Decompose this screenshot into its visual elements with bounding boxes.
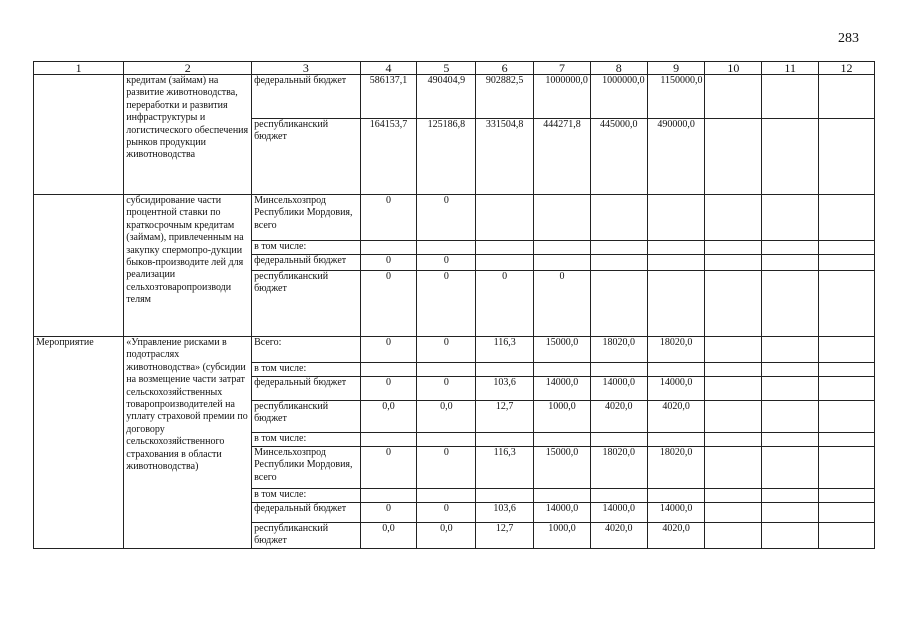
empty-cell-10 — [705, 241, 762, 255]
value-cell-5: 0,0 — [417, 523, 476, 549]
measure-description-cell: субсидирование части процентной ставки по краткосрочным кредитам (займам), привлеченным на закупку спермопро-дукции быков-производите лей для реализации сельхозтоваропроизводи телям — [124, 195, 252, 337]
value-cell-4 — [360, 363, 417, 377]
value-cell-8: 1000000,0 — [590, 75, 647, 119]
value-cell-5: 0 — [417, 271, 476, 337]
funding-source-cell: федеральный бюджет — [252, 503, 361, 523]
measure-description-cell: «Управление рисками в подотраслях животноводства» (субсидии на возмещение части затрат сельскохозяйственных товаропроизводителей на уплату страховой премии по договору сельскохозяйственного страхования в области животноводства) — [124, 337, 252, 549]
value-cell-8: 14000,0 — [590, 503, 647, 523]
header-col-1: 1 — [34, 62, 124, 75]
empty-cell-11 — [762, 241, 819, 255]
funding-source-cell: Всего: — [252, 337, 361, 363]
empty-cell-11 — [762, 363, 819, 377]
value-cell-4 — [360, 433, 417, 447]
empty-cell-10 — [705, 447, 762, 489]
value-cell-7: 1000,0 — [534, 401, 591, 433]
empty-cell-10 — [705, 255, 762, 271]
value-cell-7 — [534, 363, 591, 377]
value-cell-9: 18020,0 — [647, 337, 705, 363]
empty-cell-12 — [819, 363, 875, 377]
value-cell-4: 586137,1 — [360, 75, 417, 119]
empty-cell-12 — [819, 241, 875, 255]
funding-source-cell: Минсельхозпрод Республики Мордовия, всего — [252, 195, 361, 241]
value-cell-4: 0 — [360, 271, 417, 337]
empty-cell-11 — [762, 447, 819, 489]
value-cell-5 — [417, 489, 476, 503]
value-cell-7: 444271,8 — [534, 119, 591, 195]
value-cell-5: 490404,9 — [417, 75, 476, 119]
funding-source-cell: республиканский бюджет — [252, 271, 361, 337]
value-cell-9 — [647, 271, 705, 337]
value-cell-9 — [647, 241, 705, 255]
value-cell-6: 116,3 — [476, 447, 534, 489]
value-cell-8: 4020,0 — [590, 523, 647, 549]
value-cell-4: 164153,7 — [360, 119, 417, 195]
empty-cell-10 — [705, 119, 762, 195]
value-cell-7: 14000,0 — [534, 503, 591, 523]
value-cell-6: 902882,5 — [476, 75, 534, 119]
value-cell-7 — [534, 433, 591, 447]
funding-source-cell: Минсельхозпрод Республики Мордовия, всего — [252, 447, 361, 489]
empty-cell-10 — [705, 523, 762, 549]
table-row — [34, 337, 875, 363]
empty-cell-12 — [819, 377, 875, 401]
funding-source-cell: республиканский бюджет — [252, 401, 361, 433]
page-number: 283 — [838, 31, 859, 46]
value-cell-8 — [590, 271, 647, 337]
value-cell-4: 0 — [360, 337, 417, 363]
empty-cell-12 — [819, 503, 875, 523]
value-cell-4: 0 — [360, 447, 417, 489]
funding-source-cell: республиканский бюджет — [252, 523, 361, 549]
value-cell-9 — [647, 363, 705, 377]
value-cell-6 — [476, 195, 534, 241]
value-cell-6 — [476, 433, 534, 447]
empty-cell-10 — [705, 377, 762, 401]
empty-cell-11 — [762, 75, 819, 119]
empty-cell-11 — [762, 401, 819, 433]
value-cell-9 — [647, 255, 705, 271]
value-cell-6 — [476, 255, 534, 271]
header-row — [34, 62, 875, 75]
value-cell-4: 0 — [360, 255, 417, 271]
value-cell-5: 0,0 — [417, 401, 476, 433]
value-cell-5: 0 — [417, 195, 476, 241]
empty-cell-11 — [762, 503, 819, 523]
value-cell-7: 1000000,0 — [534, 75, 591, 119]
value-cell-4: 0 — [360, 195, 417, 241]
value-cell-8 — [590, 241, 647, 255]
value-cell-5: 125186,8 — [417, 119, 476, 195]
funding-source-cell: федеральный бюджет — [252, 377, 361, 401]
empty-cell-11 — [762, 337, 819, 363]
value-cell-7 — [534, 489, 591, 503]
funding-source-cell: республиканский бюджет — [252, 119, 361, 195]
header-col-6: 6 — [476, 62, 534, 75]
value-cell-9: 14000,0 — [647, 377, 705, 401]
value-cell-9 — [647, 489, 705, 503]
value-cell-9: 1150000,0 — [647, 75, 705, 119]
funding-source-cell: в том числе: — [252, 433, 361, 447]
value-cell-5 — [417, 433, 476, 447]
header-col-9: 9 — [647, 62, 705, 75]
value-cell-5 — [417, 363, 476, 377]
value-cell-9: 4020,0 — [647, 401, 705, 433]
value-cell-5: 0 — [417, 377, 476, 401]
empty-cell-10 — [705, 503, 762, 523]
value-cell-8 — [590, 489, 647, 503]
empty-cell-12 — [819, 337, 875, 363]
empty-cell-12 — [819, 119, 875, 195]
empty-cell-12 — [819, 255, 875, 271]
value-cell-9: 14000,0 — [647, 503, 705, 523]
empty-cell-10 — [705, 401, 762, 433]
value-cell-8 — [590, 255, 647, 271]
value-cell-7 — [534, 195, 591, 241]
value-cell-7 — [534, 255, 591, 271]
empty-cell-10 — [705, 195, 762, 241]
value-cell-9 — [647, 195, 705, 241]
value-cell-8: 14000,0 — [590, 377, 647, 401]
value-cell-5: 0 — [417, 337, 476, 363]
value-cell-8: 4020,0 — [590, 401, 647, 433]
funding-source-cell: федеральный бюджет — [252, 255, 361, 271]
measure-type-cell — [34, 75, 124, 195]
value-cell-8 — [590, 433, 647, 447]
value-cell-8: 445000,0 — [590, 119, 647, 195]
value-cell-4 — [360, 489, 417, 503]
value-cell-9: 18020,0 — [647, 447, 705, 489]
empty-cell-12 — [819, 195, 875, 241]
value-cell-5 — [417, 241, 476, 255]
empty-cell-11 — [762, 377, 819, 401]
empty-cell-12 — [819, 75, 875, 119]
value-cell-6 — [476, 241, 534, 255]
value-cell-4: 0 — [360, 503, 417, 523]
header-col-12: 12 — [819, 62, 875, 75]
value-cell-8: 18020,0 — [590, 337, 647, 363]
measure-type-cell: Мероприятие — [34, 337, 124, 549]
program-table — [33, 61, 875, 549]
value-cell-5: 0 — [417, 447, 476, 489]
header-col-5: 5 — [417, 62, 476, 75]
value-cell-6: 12,7 — [476, 401, 534, 433]
value-cell-6: 103,6 — [476, 377, 534, 401]
value-cell-4: 0,0 — [360, 523, 417, 549]
header-col-7: 7 — [534, 62, 591, 75]
value-cell-7: 1000,0 — [534, 523, 591, 549]
funding-source-cell: в том числе: — [252, 363, 361, 377]
value-cell-4: 0,0 — [360, 401, 417, 433]
empty-cell-12 — [819, 523, 875, 549]
value-cell-5: 0 — [417, 503, 476, 523]
header-col-3: 3 — [252, 62, 361, 75]
value-cell-7: 14000,0 — [534, 377, 591, 401]
table-body — [34, 62, 875, 549]
empty-cell-10 — [705, 271, 762, 337]
empty-cell-10 — [705, 433, 762, 447]
empty-cell-12 — [819, 433, 875, 447]
value-cell-4: 0 — [360, 377, 417, 401]
header-col-4: 4 — [360, 62, 417, 75]
header-col-8: 8 — [590, 62, 647, 75]
empty-cell-11 — [762, 255, 819, 271]
value-cell-6 — [476, 489, 534, 503]
empty-cell-11 — [762, 195, 819, 241]
empty-cell-11 — [762, 433, 819, 447]
header-col-10: 10 — [705, 62, 762, 75]
empty-cell-10 — [705, 489, 762, 503]
header-col-11: 11 — [762, 62, 819, 75]
table-row — [34, 195, 875, 241]
empty-cell-12 — [819, 489, 875, 503]
value-cell-4 — [360, 241, 417, 255]
value-cell-8: 18020,0 — [590, 447, 647, 489]
measure-type-cell — [34, 195, 124, 337]
empty-cell-10 — [705, 337, 762, 363]
empty-cell-11 — [762, 271, 819, 337]
value-cell-6: 116,3 — [476, 337, 534, 363]
measure-description-cell: кредитам (займам) на развитие животноводства, переработки и развития инфраструктуры и логистического обеспечения рынков продукции животноводства — [124, 75, 252, 195]
empty-cell-11 — [762, 523, 819, 549]
value-cell-7: 0 — [534, 271, 591, 337]
funding-source-cell: федеральный бюджет — [252, 75, 361, 119]
value-cell-7 — [534, 241, 591, 255]
value-cell-9: 490000,0 — [647, 119, 705, 195]
empty-cell-12 — [819, 401, 875, 433]
empty-cell-12 — [819, 271, 875, 337]
value-cell-6: 103,6 — [476, 503, 534, 523]
value-cell-8 — [590, 363, 647, 377]
header-col-2: 2 — [124, 62, 252, 75]
empty-cell-10 — [705, 363, 762, 377]
table-row — [34, 75, 875, 119]
value-cell-8 — [590, 195, 647, 241]
empty-cell-11 — [762, 119, 819, 195]
empty-cell-11 — [762, 489, 819, 503]
funding-source-cell: в том числе: — [252, 489, 361, 503]
value-cell-6: 0 — [476, 271, 534, 337]
funding-source-cell: в том числе: — [252, 241, 361, 255]
value-cell-6: 331504,8 — [476, 119, 534, 195]
empty-cell-10 — [705, 75, 762, 119]
value-cell-7: 15000,0 — [534, 337, 591, 363]
value-cell-5: 0 — [417, 255, 476, 271]
value-cell-7: 15000,0 — [534, 447, 591, 489]
value-cell-6: 12,7 — [476, 523, 534, 549]
value-cell-9: 4020,0 — [647, 523, 705, 549]
empty-cell-12 — [819, 447, 875, 489]
value-cell-9 — [647, 433, 705, 447]
value-cell-6 — [476, 363, 534, 377]
